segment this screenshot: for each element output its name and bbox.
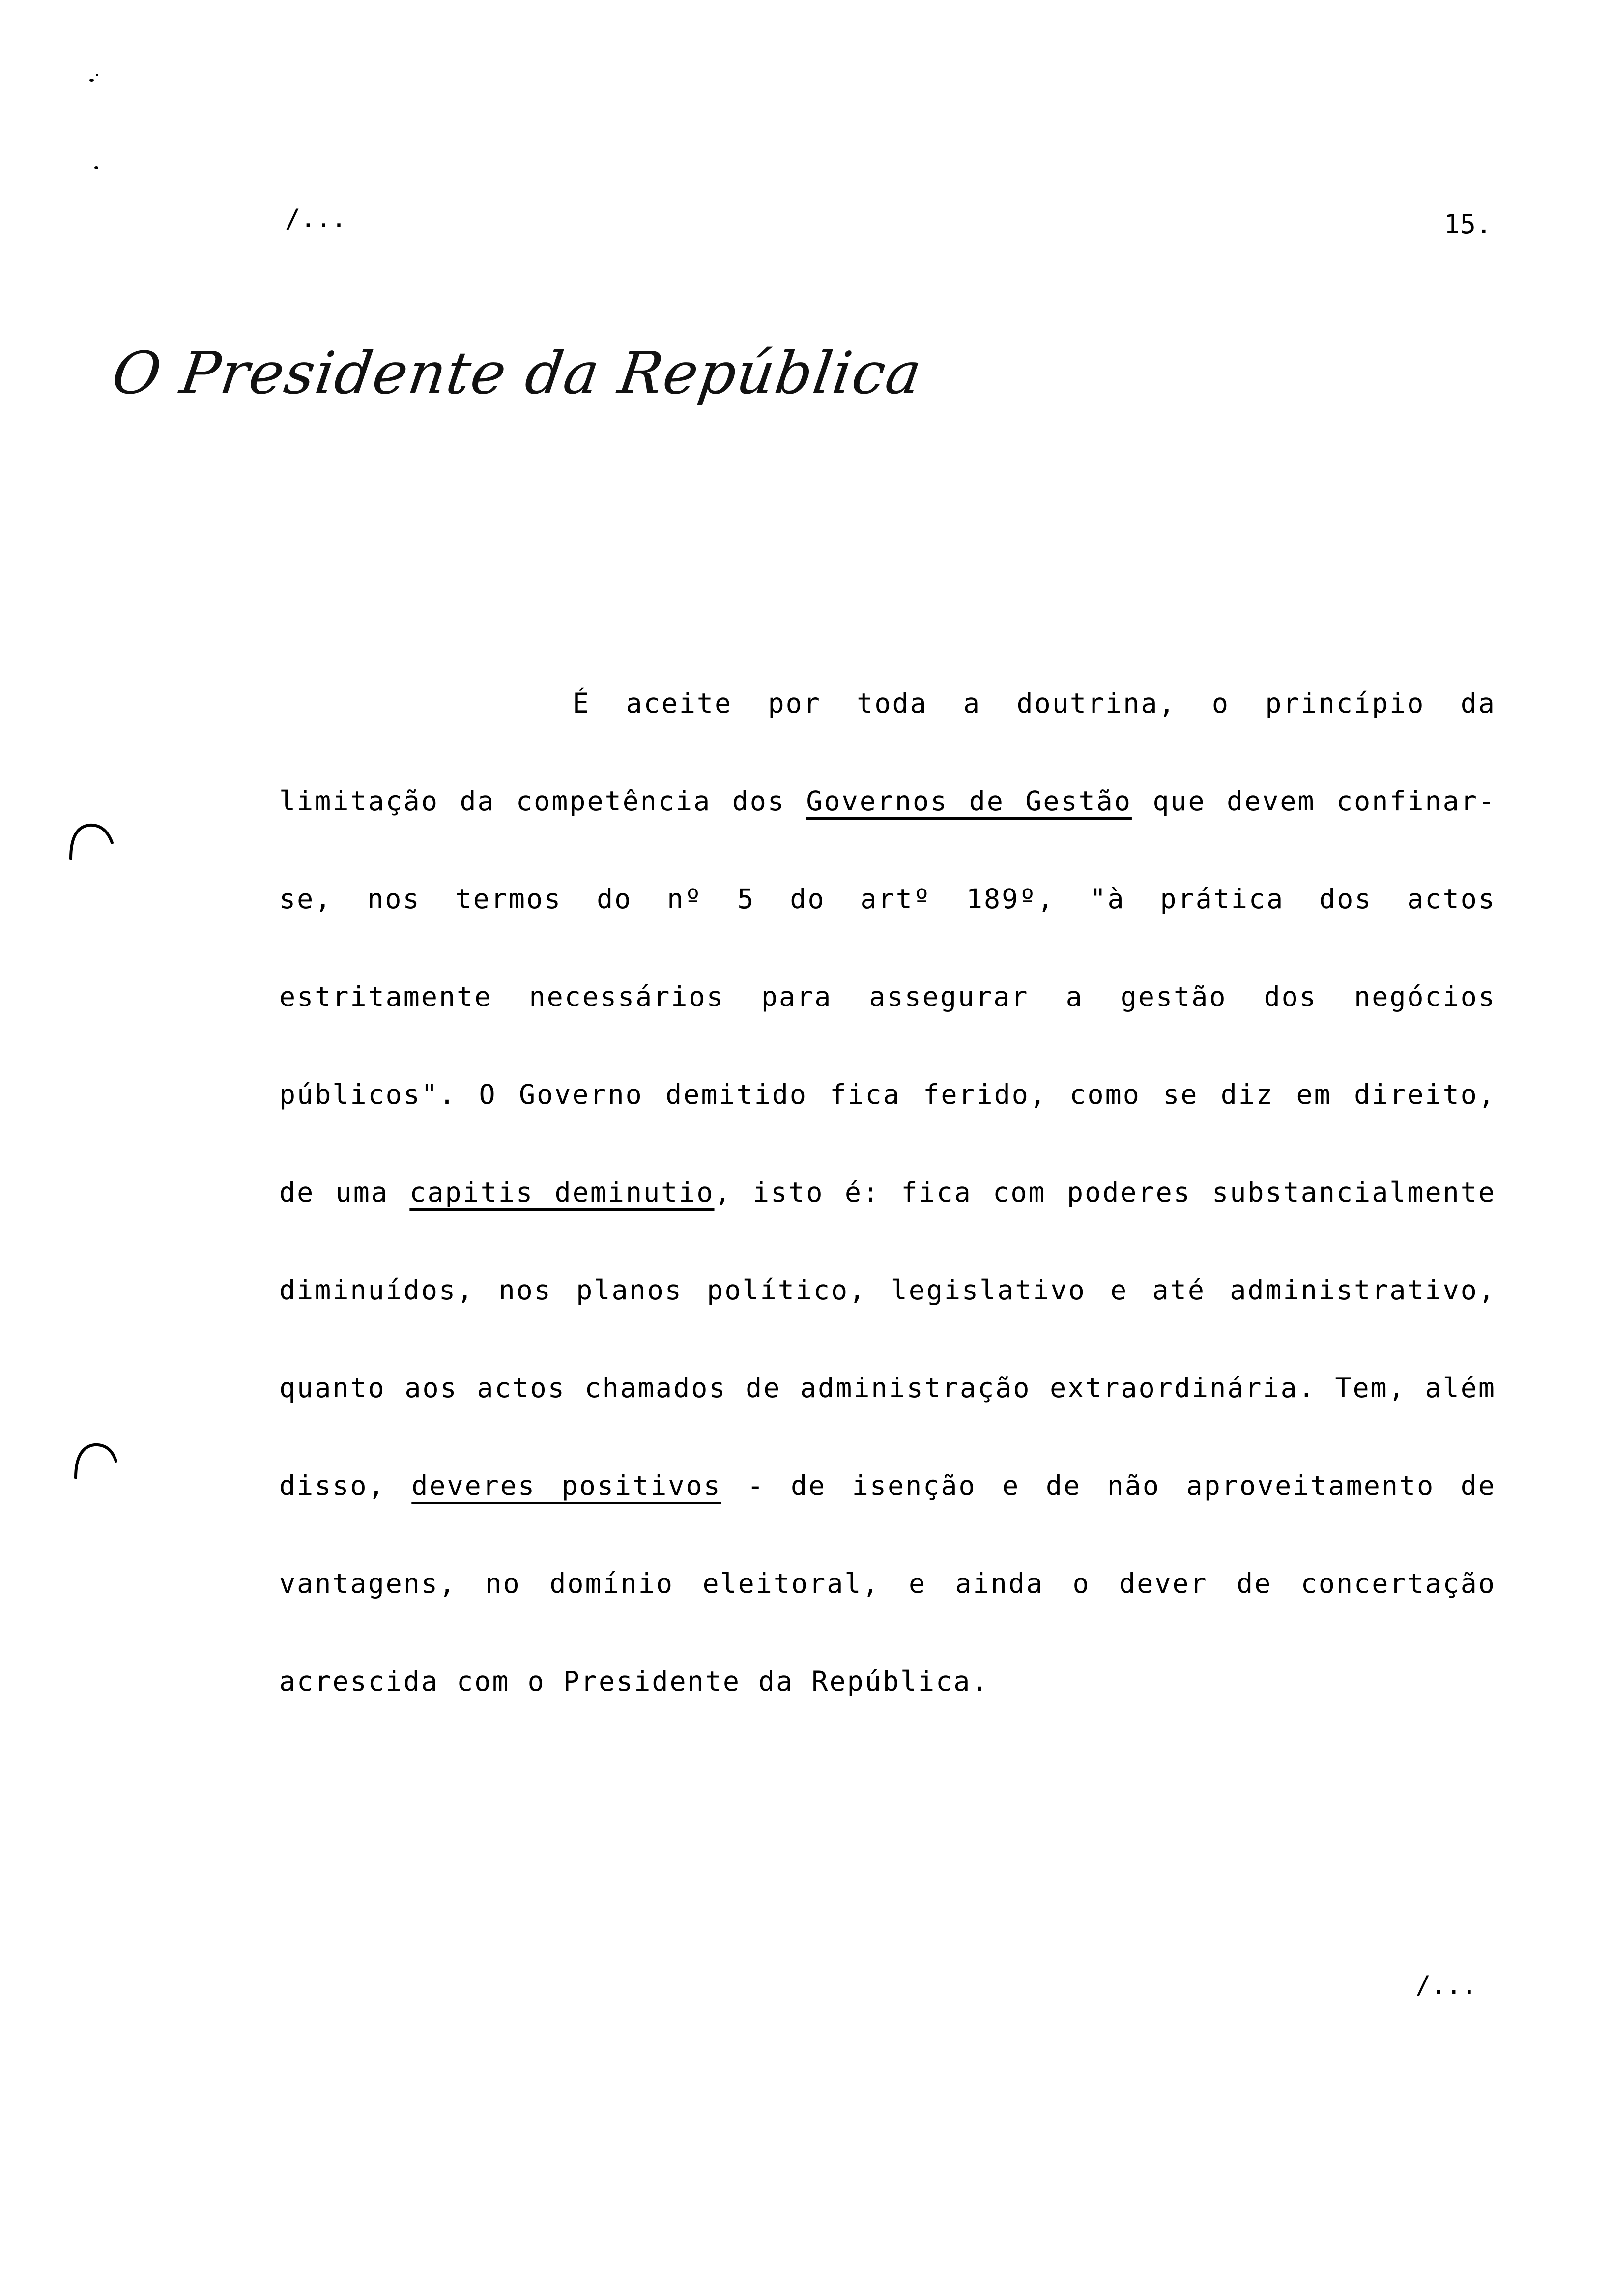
punch-hole-mark-icon [64, 818, 118, 862]
text-segment: É aceite por toda a doutrina, o princípio da limitação da competência dos [279, 688, 1496, 817]
scan-speck [94, 166, 98, 169]
underlined-term-deveres-positivos: deveres positivos [411, 1470, 721, 1501]
underlined-term-capitis-deminutio: capitis deminutio [409, 1177, 715, 1208]
body-paragraph [279, 655, 1496, 1730]
text-segment: que devem confinar-se, nos termos do nº 5 do artº 189º, "à prática dos actos estritamente necessários para assegurar a gestão dos negócios públicos". O Governo demitido fica ferido, como se diz em direito, de uma [279, 785, 1497, 1208]
underlined-term-governos-de-gestao: Governos de Gestão [806, 785, 1132, 817]
text-segment: , isto é: fica com poderes substancialmente diminuídos, nos planos político, legislativo e até administrativo, quanto aos actos chamados de administração extraordinária. Tem, além disso, [279, 1177, 1496, 1501]
text-segment: - de isenção e de não aproveitamento de vantagens, no domínio eleitoral, e ainda o dever de concertação acrescida com o Presidente da República. [279, 1470, 1497, 1697]
scan-speck [96, 74, 98, 76]
continuation-marker-bottom: /... [1415, 1971, 1477, 2000]
letterhead-title: O Presidente da República [108, 339, 927, 407]
punch-hole-mark-icon [69, 1437, 123, 1482]
page-number: 15. [1444, 209, 1492, 240]
scan-speck [89, 79, 94, 82]
continuation-marker-top: /... [285, 204, 347, 233]
